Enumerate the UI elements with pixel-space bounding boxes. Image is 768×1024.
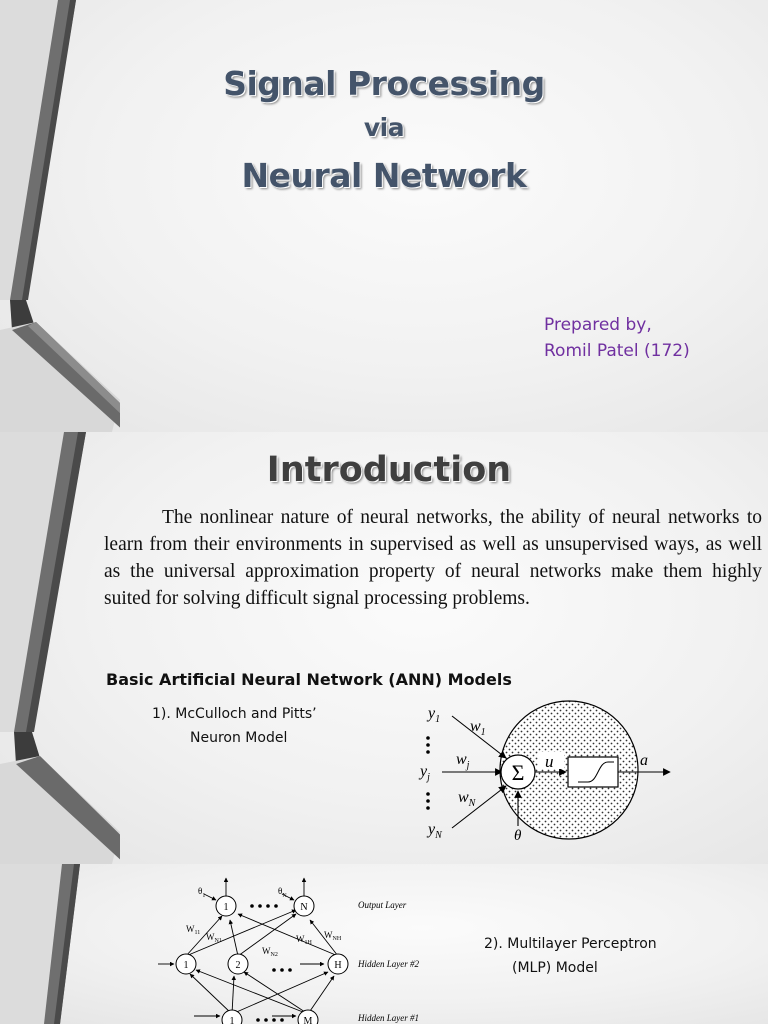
output-layer-label: Output Layer <box>358 900 407 910</box>
author-name: Romil Patel (172) <box>544 341 690 361</box>
slide-decoration <box>0 864 100 1024</box>
node-label-1: 1 <box>229 1016 235 1024</box>
w1-sub: 1 <box>480 727 486 738</box>
yN-label: y <box>428 821 436 838</box>
slide-decoration <box>0 432 120 864</box>
theta1-label: θ <box>198 886 203 896</box>
model-1-line-1: 1). McCulloch and Pitts’ <box>152 706 317 722</box>
wN-sub: N <box>468 798 476 809</box>
node-label-H: H <box>334 960 342 971</box>
wj-sub: j <box>466 760 470 771</box>
title-line-1: Signal Processing <box>223 64 545 103</box>
svg-text:wN <box>458 789 477 809</box>
y1-label: y <box>428 705 436 722</box>
svg-text:WN1 <box>206 932 222 944</box>
introduction-slide <box>0 432 768 864</box>
w11-label: W <box>186 924 195 934</box>
w11-sub: 11 <box>194 930 201 936</box>
sum-symbol: Σ <box>511 760 525 785</box>
node-label-2: 2 <box>235 960 241 971</box>
svg-text:W1H <box>296 934 313 946</box>
model-1-line-2: Neuron Model <box>190 730 288 746</box>
w1-label: w <box>470 718 481 735</box>
wn1-sub: N1 <box>214 938 222 944</box>
wn1-label: W <box>206 932 215 942</box>
mlp-slide <box>0 864 768 1024</box>
model-2-caption <box>484 932 657 980</box>
svg-text:WNH <box>324 930 342 942</box>
hidden-layer-2-label: Hidden Layer #2 <box>358 959 419 969</box>
thetaN-label: θ <box>278 886 283 896</box>
slide-heading: Introduction <box>266 450 512 490</box>
theta1-sub: 1 <box>202 893 206 899</box>
node-label-1: 1 <box>223 902 229 913</box>
theta-label: θ <box>514 828 522 844</box>
mlp-diagram <box>150 864 440 1024</box>
intro-paragraph: The nonlinear nature of neural networks, the ability of neural networks to learn from their environments in supervised as well as unsupervised ways, as well as the universal approximation property of neural networks make them highly suited for solving difficult signal processing problems. <box>104 507 762 609</box>
wN-label: w <box>458 789 469 806</box>
output-a-label: a <box>640 752 648 769</box>
svg-text:θ1 <box>198 886 205 899</box>
yj-sub: j <box>427 772 430 783</box>
wj-label: w <box>456 751 467 768</box>
svg-text:yj <box>418 763 430 783</box>
models-subheading: Basic Artificial Neural Network (ANN) Models <box>106 670 512 689</box>
svg-text:w1 <box>470 718 486 738</box>
yj-label: y <box>420 763 428 780</box>
model-1-caption <box>152 702 317 750</box>
wnh-sub: NH <box>332 936 342 942</box>
svg-text:θN <box>278 886 287 899</box>
svg-text:wj <box>456 751 470 771</box>
title-line-2: via <box>363 113 405 142</box>
wn2-sub: N2 <box>270 952 278 958</box>
svg-text:y1 <box>426 705 440 725</box>
svg-text:W11 <box>186 924 200 936</box>
wn2-label: W <box>262 946 271 956</box>
wnh-label: W <box>324 930 333 940</box>
title-line-3: Neural Network <box>241 156 527 195</box>
node-label-M: M <box>303 1016 313 1024</box>
svg-text:yN <box>426 821 443 841</box>
node-label-N: N <box>300 902 308 913</box>
y1-sub: 1 <box>435 714 441 725</box>
model-2-line-1: 2). Multilayer Perceptron <box>484 936 657 952</box>
node-label-1: 1 <box>183 960 189 971</box>
w1h-sub: 1H <box>304 940 312 946</box>
u-label: u <box>545 752 554 771</box>
thetaN-sub: N <box>282 893 287 899</box>
yN-sub: N <box>435 830 442 841</box>
w1h-label: W <box>296 934 305 944</box>
svg-text:WN2 <box>262 946 278 958</box>
hidden-layer-1-label: Hidden Layer #1 <box>358 1013 419 1023</box>
model-2-line-2: (MLP) Model <box>512 960 598 976</box>
title-slide <box>0 0 768 432</box>
prepared-by-label: Prepared by, <box>544 315 652 335</box>
mcculloch-pitts-diagram <box>412 694 682 844</box>
